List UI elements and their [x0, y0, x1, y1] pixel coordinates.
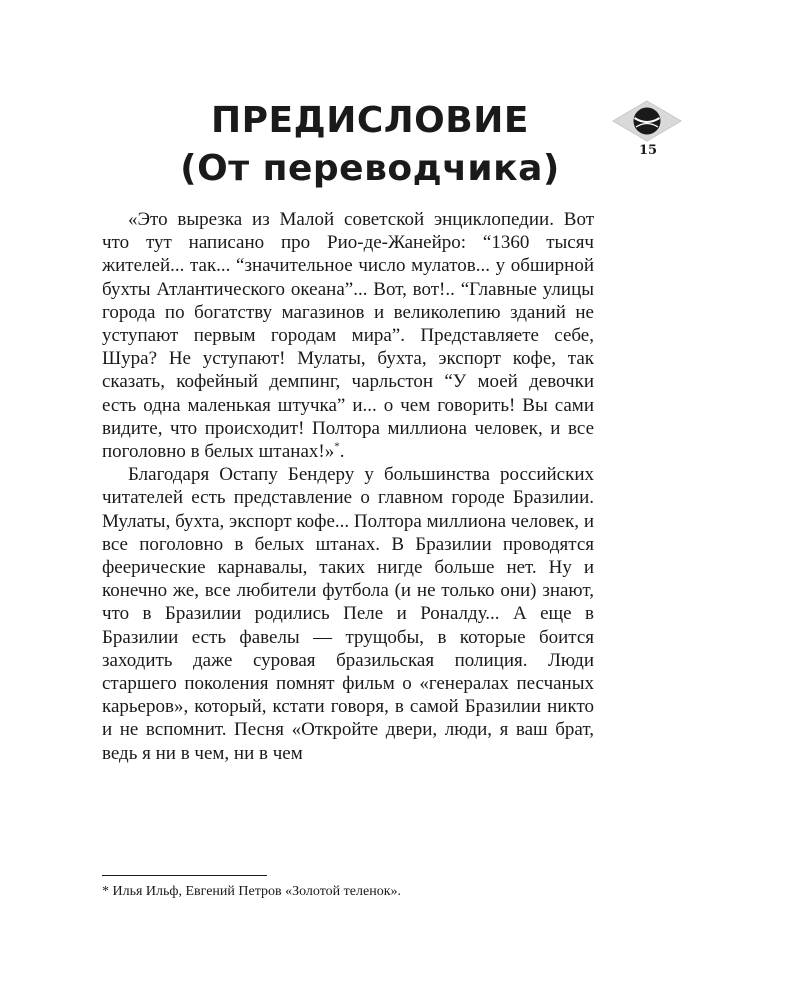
footnote-divider: [102, 875, 267, 876]
footnote-marker[interactable]: *: [334, 440, 340, 453]
page-number: 15: [638, 143, 658, 158]
footnote: * Илья Ильф, Евгений Петров «Золотой теленок».: [102, 884, 401, 899]
ball-diamond-icon: [612, 100, 682, 142]
main-text: [102, 208, 594, 765]
paragraph-text: «Это вырезка из Малой советской энциклопедии. Вот что тут написано про Рио-де-Жанейро: “1360 тысяч жителей... так... “значительное число мулатов... у обширной бухты Атлантического океана”... Вот, вот!.. “Главные улицы города по богатству магазинов и великолепию зданий не уступают первым городам мира”. Представляете себе, Шура? Не уступают! Мулаты, бухта, экспорт кофе, так сказать, кофейный демпинг, чарльстон “У моей девочки есть одна маленькая штучка” и... о чем говорить! Вы сами видите, что происходит! Полтора миллиона человек, и все поголовно в белых штанах!»: [102, 209, 594, 463]
paragraph: «Это вырезка из Малой советской энциклопедии. Вот что тут написано про Рио-де-Жанейро: “1360 тысяч жителей... так... “значительное число мулатов... у обширной бухты Атлантического океана”... Вот, вот!.. “Главные улицы города по богатству магазинов и великолепию зданий не уступают первым городам мира”. Представляете себе, Шура? Не уступают! Мулаты, бухта, экспорт кофе, так сказать, кофейный демпинг, чарльстон “У моей девочки есть одна маленькая штучка” и... о чем говорить! Вы сами видите, что происходит! Полтора миллиона человек, и все поголовно в белых штанах!»*.: [102, 209, 594, 463]
paragraph: Благодаря Остапу Бендеру у большинства российских читателей есть представление о главном городе Бразилии. Мулаты, бухта, экспорт кофе... Полтора миллиона человек, и все поголовно в белых штанах. В Бразилии проводятся феерические карнавалы, таких нигде больше нет. Ну и конечно же, все любители футбола (и не только они) знают, что в Бразилии родились Пеле и Роналду... А еще в Бразилии есть фавелы — трущобы, в которые боится заходить даже суровая бразильская полиция. Люди старшего поколения помнят фильм о «генералах песчаных карьеров», который, кстати говоря, в самой Бразилии никто и не вспомнит. Песня «Откройте двери, люди, я ваш брат, ведь я ни в чем, ни в чем: [102, 464, 594, 764]
page-subtitle: (От переводчика): [180, 148, 560, 189]
page-title: ПРЕДИСЛОВИЕ: [211, 100, 529, 141]
